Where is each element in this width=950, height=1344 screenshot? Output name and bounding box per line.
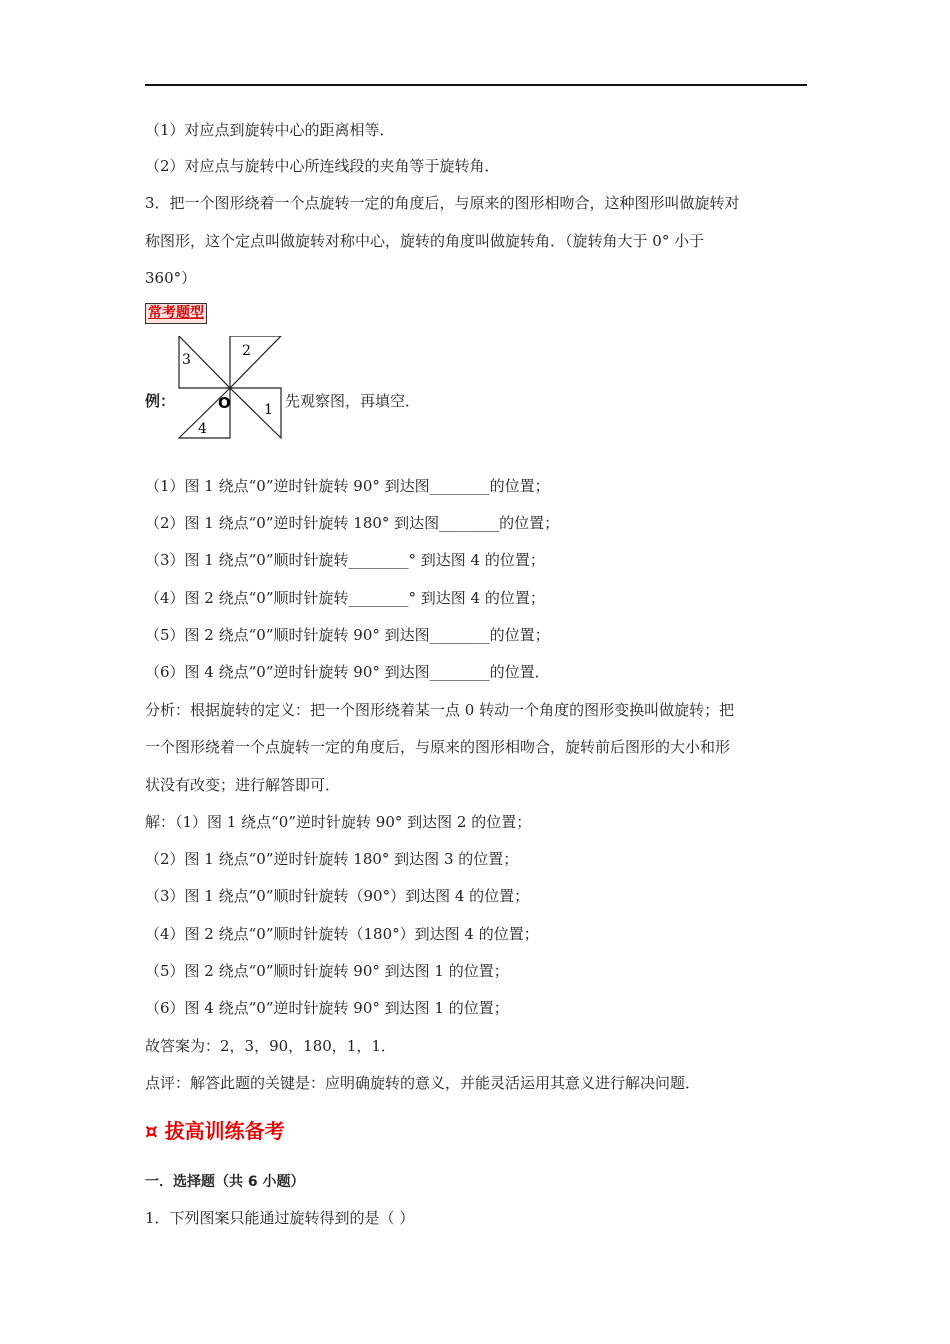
- question-line-4: （4）图 2 绕点“0”顺时针旋转________° 到达图 4 的位置；: [145, 589, 545, 607]
- question-line-6: （6）图 4 绕点“0”逆时针旋转 90° 到达图________的位置．: [145, 663, 550, 681]
- subsection-title: 一．选择题（共 6 小题）: [145, 1174, 305, 1190]
- common-question-type-tag: 常考题型: [145, 303, 207, 324]
- pinwheel-figure: [176, 336, 284, 440]
- solution-line-3: （3）图 1 绕点“0”顺时针旋转（90°）到达图 4 的位置；: [145, 887, 530, 905]
- analysis-line-1: 分析：根据旋转的定义：把一个图形绕着某一点 0 转动一个角度的图形变换叫做旋转；把: [145, 701, 735, 719]
- pinwheel-label-4: 4: [198, 421, 207, 437]
- definition-line-1: 3．把一个图形绕着一个点旋转一定的角度后，与原来的图形相吻合，这种图形叫做旋转对: [145, 194, 740, 212]
- answer-line: 故答案为：2，3，90，180，1，1．: [145, 1037, 396, 1055]
- example-label: 例：: [145, 392, 176, 410]
- pinwheel-label-1: 1: [264, 402, 273, 418]
- analysis-line-2: 一个图形绕着一个点旋转一定的角度后，与原来的图形相吻合，旋转前后图形的大小和形: [145, 738, 731, 756]
- section-title: ¤ 拔高训练备考: [145, 1119, 285, 1143]
- header-rule: [145, 84, 807, 86]
- solution-line-2: （2）图 1 绕点“0”逆时针旋转 180° 到达图 3 的位置；: [145, 850, 519, 868]
- property-line-1: （1）对应点到旋转中心的距离相等．: [145, 121, 395, 139]
- solution-line-4: （4）图 2 绕点“0”顺时针旋转（180°）到达图 4 的位置；: [145, 925, 539, 943]
- definition-line-3: 360°）: [145, 269, 197, 287]
- pinwheel-triangle-1: [230, 388, 281, 438]
- property-line-2: （2）对应点与旋转中心所连线段的夹角等于旋转角．: [145, 157, 500, 175]
- comment-line: 点评：解答此题的关键是：应明确旋转的意义，并能灵活运用其意义进行解决问题．: [145, 1074, 701, 1092]
- definition-line-2: 称图形，这个定点叫做旋转对称中心，旋转的角度叫做旋转角．（旋转角大于 0° 小于: [145, 232, 705, 250]
- pinwheel-label-3: 3: [182, 352, 191, 368]
- first-question: 1．下列图案只能通过旋转得到的是（ ）: [145, 1209, 415, 1227]
- solution-line-5: （5）图 2 绕点“0”顺时针旋转 90° 到达图 1 的位置；: [145, 962, 509, 980]
- pinwheel-triangle-2: [230, 336, 281, 388]
- pinwheel-label-2: 2: [242, 343, 251, 359]
- question-line-1: （1）图 1 绕点“0”逆时针旋转 90° 到达图________的位置；: [145, 477, 550, 495]
- question-line-3: （3）图 1 绕点“0”顺时针旋转________° 到达图 4 的位置；: [145, 551, 545, 569]
- solution-line-6: （6）图 4 绕点“0”逆时针旋转 90° 到达图 1 的位置；: [145, 999, 509, 1017]
- analysis-line-3: 状没有改变；进行解答即可．: [145, 776, 341, 794]
- solution-line-1: 解：（1）图 1 绕点“0”逆时针旋转 90° 到达图 2 的位置；: [145, 813, 532, 831]
- question-line-2: （2）图 1 绕点“0”逆时针旋转 180° 到达图________的位置；: [145, 514, 560, 532]
- example-instruction: 先观察图，再填空．: [285, 392, 421, 410]
- question-line-5: （5）图 2 绕点“0”顺时针旋转 90° 到达图________的位置；: [145, 626, 550, 644]
- pinwheel-center-label: O: [218, 394, 231, 412]
